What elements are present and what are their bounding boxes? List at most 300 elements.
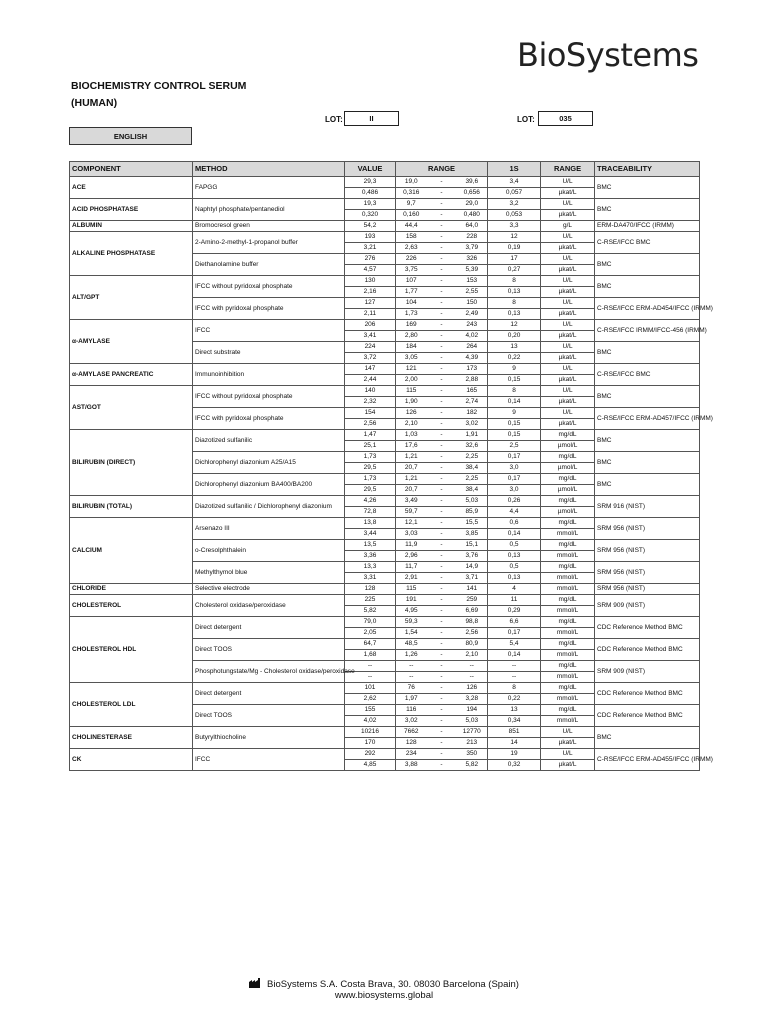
value-cell: 130 [345, 276, 396, 287]
value-cell: 0,486 [345, 188, 396, 199]
sd-cell: 2,5 [488, 441, 541, 452]
sd-cell: 0,32 [488, 760, 541, 771]
traceability-cell: BMC [595, 199, 700, 221]
value-cell: 1,73 [345, 474, 396, 485]
sd-cell: 5,4 [488, 639, 541, 650]
range-high-cell: 350 [457, 749, 488, 760]
sd-cell: -- [488, 672, 541, 683]
traceability-cell: C-RSE/IFCC ERM-AD455/IFCC (IRMM) [595, 749, 700, 771]
value-cell: 19,3 [345, 199, 396, 210]
unit-cell: µkat/L [541, 210, 595, 221]
method-name: o-Cresolphthalein [193, 540, 345, 562]
range-separator: - [427, 529, 457, 540]
traceability-cell: C-RSE/IFCC IRMM/IFCC-456 (IRMM) [595, 320, 700, 342]
sd-cell: 12 [488, 232, 541, 243]
value-cell: 2,62 [345, 694, 396, 705]
traceability-cell: SRM 956 (NIST) [595, 540, 700, 562]
component-name: ALKALINE PHOSPHATASE [70, 232, 193, 276]
range-separator: - [427, 364, 457, 375]
range-separator: - [427, 639, 457, 650]
range-high-cell: 2,88 [457, 375, 488, 386]
value-cell: 4,02 [345, 716, 396, 727]
value-cell: 3,44 [345, 529, 396, 540]
range-high-cell: 4,02 [457, 331, 488, 342]
value-cell: 3,31 [345, 573, 396, 584]
sd-cell: 0,13 [488, 287, 541, 298]
sd-cell: 0,17 [488, 452, 541, 463]
unit-cell: mg/dL [541, 617, 595, 628]
range-low-cell: 0,316 [396, 188, 427, 199]
range-low-cell: 3,75 [396, 265, 427, 276]
range-low-cell: 11,7 [396, 562, 427, 573]
range-high-cell: 38,4 [457, 485, 488, 496]
range-low-cell: 1,54 [396, 628, 427, 639]
range-low-cell: -- [396, 661, 427, 672]
range-low-cell: 1,21 [396, 474, 427, 485]
lot-value-2: 035 [538, 111, 593, 126]
component-name: CALCIUM [70, 518, 193, 584]
range-high-cell: 3,76 [457, 551, 488, 562]
range-separator: - [427, 628, 457, 639]
unit-cell: µkat/L [541, 331, 595, 342]
value-cell: 4,85 [345, 760, 396, 771]
range-separator: - [427, 672, 457, 683]
value-cell: 2,16 [345, 287, 396, 298]
footer-address-text: BioSystems S.A. Costa Brava, 30. 08030 Barcelona (Spain) [267, 979, 519, 991]
range-high-cell: 2,25 [457, 452, 488, 463]
range-separator: - [427, 298, 457, 309]
range-high-cell: 3,71 [457, 573, 488, 584]
traceability-cell: SRM 909 (NIST) [595, 661, 700, 683]
unit-cell: U/L [541, 254, 595, 265]
range-separator: - [427, 243, 457, 254]
range-separator: - [427, 606, 457, 617]
value-cell: 4,26 [345, 496, 396, 507]
range-high-cell: 85,9 [457, 507, 488, 518]
unit-cell: mmol/L [541, 584, 595, 595]
range-low-cell: 59,3 [396, 617, 427, 628]
range-high-cell: 38,4 [457, 463, 488, 474]
unit-cell: mmol/L [541, 716, 595, 727]
range-separator: - [427, 573, 457, 584]
value-cell: 276 [345, 254, 396, 265]
unit-cell: µkat/L [541, 760, 595, 771]
range-low-cell: 1,73 [396, 309, 427, 320]
range-high-cell: 39,6 [457, 177, 488, 188]
range-separator: - [427, 232, 457, 243]
traceability-cell: C-RSE/IFCC ERM-AD457/IFCC (IRMM) [595, 408, 700, 430]
sd-cell: 11 [488, 595, 541, 606]
range-separator: - [427, 705, 457, 716]
range-low-cell: 128 [396, 738, 427, 749]
component-name: ACID PHOSPHATASE [70, 199, 193, 221]
unit-cell: mg/dL [541, 452, 595, 463]
unit-cell: U/L [541, 386, 595, 397]
range-low-cell: 104 [396, 298, 427, 309]
traceability-cell: C-RSE/IFCC BMC [595, 364, 700, 386]
range-high-cell: 259 [457, 595, 488, 606]
range-separator: - [427, 650, 457, 661]
control-values-table [69, 161, 713, 771]
document-subtitle: (HUMAN) [71, 97, 118, 109]
range-separator: - [427, 441, 457, 452]
range-separator: - [427, 485, 457, 496]
table-row [70, 683, 700, 694]
sd-cell: 17 [488, 254, 541, 265]
range-separator: - [427, 397, 457, 408]
sd-cell: 0,17 [488, 474, 541, 485]
range-low-cell: 7662 [396, 727, 427, 738]
range-low-cell: 1,26 [396, 650, 427, 661]
range-low-cell: 3,03 [396, 529, 427, 540]
range-low-cell: 1,97 [396, 694, 427, 705]
footer-website: www.biosystems.global [334, 990, 434, 1001]
range-separator: - [427, 661, 457, 672]
range-low-cell: 169 [396, 320, 427, 331]
range-high-cell: 2,56 [457, 628, 488, 639]
sd-cell: 0,22 [488, 353, 541, 364]
range-separator: - [427, 430, 457, 441]
table-header [70, 162, 700, 177]
range-separator: - [427, 210, 457, 221]
value-cell: 3,21 [345, 243, 396, 254]
component-name: ALT/GPT [70, 276, 193, 320]
range-high-cell: 3,28 [457, 694, 488, 705]
sd-cell: 0,15 [488, 375, 541, 386]
range-low-cell: 121 [396, 364, 427, 375]
sd-cell: 4,4 [488, 507, 541, 518]
traceability-cell: BMC [595, 177, 700, 199]
table-row [70, 199, 700, 210]
value-cell: 29,5 [345, 485, 396, 496]
method-name: Direct substrate [193, 342, 345, 364]
range-low-cell: 191 [396, 595, 427, 606]
range-low-cell: 11,9 [396, 540, 427, 551]
range-separator: - [427, 353, 457, 364]
range-separator: - [427, 265, 457, 276]
method-name: IFCC without pyridoxal phosphate [193, 276, 345, 298]
sd-cell: 0,6 [488, 518, 541, 529]
range-separator: - [427, 617, 457, 628]
unit-cell: µkat/L [541, 265, 595, 276]
method-name: FAPGG [193, 177, 345, 199]
range-low-cell: 48,5 [396, 639, 427, 650]
traceability-cell: CDC Reference Method BMC [595, 617, 700, 639]
range-high-cell: 153 [457, 276, 488, 287]
method-name: Dichlorophenyl diazonium A25/A15 [193, 452, 345, 474]
unit-cell: µkat/L [541, 397, 595, 408]
value-cell: 3,72 [345, 353, 396, 364]
sd-cell: 0,13 [488, 551, 541, 562]
unit-cell: mmol/L [541, 628, 595, 639]
table-row [70, 617, 700, 628]
sd-cell: 0,057 [488, 188, 541, 199]
traceability-cell: CDC Reference Method BMC [595, 639, 700, 661]
component-name: CHOLINESTERASE [70, 727, 193, 749]
value-cell: -- [345, 672, 396, 683]
unit-cell: µkat/L [541, 188, 595, 199]
range-low-cell: 1,21 [396, 452, 427, 463]
unit-cell: U/L [541, 749, 595, 760]
range-high-cell: 213 [457, 738, 488, 749]
method-name: Phosphotungstate/Mg - Cholesterol oxidase/peroxidase [193, 661, 345, 683]
value-cell: 13,3 [345, 562, 396, 573]
unit-cell: mmol/L [541, 672, 595, 683]
sd-cell: 0,13 [488, 573, 541, 584]
range-high-cell: 173 [457, 364, 488, 375]
method-name: Cholesterol oxidase/peroxidase [193, 595, 345, 617]
range-high-cell: 15,1 [457, 540, 488, 551]
range-separator: - [427, 342, 457, 353]
lot-value-1: II [344, 111, 399, 126]
table-row [70, 221, 700, 232]
sd-cell: 4 [488, 584, 541, 595]
lot-label-1: LOT: [325, 115, 343, 124]
unit-cell: µkat/L [541, 353, 595, 364]
method-name: Direct detergent [193, 617, 345, 639]
unit-cell: g/L [541, 221, 595, 232]
unit-cell: µmol/L [541, 507, 595, 518]
range-separator: - [427, 727, 457, 738]
unit-cell: mg/dL [541, 540, 595, 551]
value-cell: 2,56 [345, 419, 396, 430]
unit-cell: mmol/L [541, 694, 595, 705]
sd-cell: -- [488, 661, 541, 672]
traceability-cell: BMC [595, 276, 700, 298]
sd-cell: 0,14 [488, 650, 541, 661]
sd-cell: 0,26 [488, 496, 541, 507]
table-row [70, 177, 700, 188]
value-cell: 127 [345, 298, 396, 309]
lot-label-2: LOT: [517, 115, 535, 124]
unit-cell: mg/dL [541, 661, 595, 672]
range-separator: - [427, 496, 457, 507]
range-low-cell: 2,00 [396, 375, 427, 386]
sd-cell: 3,3 [488, 221, 541, 232]
range-separator: - [427, 584, 457, 595]
unit-cell: U/L [541, 177, 595, 188]
unit-cell: mg/dL [541, 705, 595, 716]
unit-cell: mg/dL [541, 430, 595, 441]
table-row [70, 364, 700, 375]
range-high-cell: 141 [457, 584, 488, 595]
sd-cell: 0,15 [488, 419, 541, 430]
range-low-cell: 116 [396, 705, 427, 716]
unit-cell: µkat/L [541, 243, 595, 254]
unit-cell: mmol/L [541, 606, 595, 617]
component-name: BILIRUBIN (TOTAL) [70, 496, 193, 518]
header-range: RANGE [396, 162, 488, 177]
sd-cell: 0,17 [488, 628, 541, 639]
range-low-cell: 2,96 [396, 551, 427, 562]
method-name: 2-Amino-2-methyl-1-propanol buffer [193, 232, 345, 254]
document-title: BIOCHEMISTRY CONTROL SERUM [71, 80, 247, 92]
sd-cell: 0,14 [488, 529, 541, 540]
value-cell: 13,5 [345, 540, 396, 551]
range-high-cell: 6,69 [457, 606, 488, 617]
range-separator: - [427, 749, 457, 760]
traceability-cell: BMC [595, 386, 700, 408]
range-low-cell: 1,03 [396, 430, 427, 441]
range-low-cell: 3,02 [396, 716, 427, 727]
value-cell: 1,73 [345, 452, 396, 463]
sd-cell: 0,5 [488, 562, 541, 573]
traceability-cell: SRM 956 (NIST) [595, 562, 700, 584]
range-separator: - [427, 221, 457, 232]
range-high-cell: 2,49 [457, 309, 488, 320]
range-low-cell: 115 [396, 386, 427, 397]
header-traceability: TRACEABILITY [595, 162, 700, 177]
value-cell: 54,2 [345, 221, 396, 232]
table-row [70, 518, 700, 529]
range-high-cell: 2,10 [457, 650, 488, 661]
sd-cell: 0,19 [488, 243, 541, 254]
component-name: CHOLESTEROL HDL [70, 617, 193, 683]
value-cell: 154 [345, 408, 396, 419]
sd-cell: 19 [488, 749, 541, 760]
value-cell: 170 [345, 738, 396, 749]
method-name: Dichlorophenyl diazonium BA400/BA200 [193, 474, 345, 496]
range-separator: - [427, 463, 457, 474]
range-separator: - [427, 199, 457, 210]
range-low-cell: 2,91 [396, 573, 427, 584]
method-name: IFCC without pyridoxal phosphate [193, 386, 345, 408]
traceability-cell: SRM 916 (NIST) [595, 496, 700, 518]
range-high-cell: -- [457, 672, 488, 683]
sd-cell: 851 [488, 727, 541, 738]
method-name: Butyrylthiocholine [193, 727, 345, 749]
table-row [70, 430, 700, 441]
range-high-cell: -- [457, 661, 488, 672]
sd-cell: 13 [488, 342, 541, 353]
method-name: IFCC with pyridoxal phosphate [193, 408, 345, 430]
value-cell: 147 [345, 364, 396, 375]
sd-cell: 14 [488, 738, 541, 749]
value-cell: 29,3 [345, 177, 396, 188]
range-high-cell: 3,85 [457, 529, 488, 540]
value-cell: 140 [345, 386, 396, 397]
unit-cell: U/L [541, 342, 595, 353]
range-low-cell: 0,160 [396, 210, 427, 221]
unit-cell: µkat/L [541, 375, 595, 386]
range-low-cell: 12,1 [396, 518, 427, 529]
range-separator: - [427, 551, 457, 562]
unit-cell: U/L [541, 408, 595, 419]
traceability-cell: BMC [595, 727, 700, 749]
traceability-cell: SRM 909 (NIST) [595, 595, 700, 617]
unit-cell: µmol/L [541, 485, 595, 496]
range-separator: - [427, 452, 457, 463]
range-separator: - [427, 320, 457, 331]
value-cell: 79,0 [345, 617, 396, 628]
range-high-cell: 15,5 [457, 518, 488, 529]
range-low-cell: 4,95 [396, 606, 427, 617]
value-cell: 64,7 [345, 639, 396, 650]
sd-cell: 0,34 [488, 716, 541, 727]
traceability-cell: ERM-DA470/IFCC (IRMM) [595, 221, 700, 232]
range-high-cell: 98,8 [457, 617, 488, 628]
sd-cell: 3,2 [488, 199, 541, 210]
range-low-cell: 20,7 [396, 485, 427, 496]
range-high-cell: 326 [457, 254, 488, 265]
sd-cell: 0,13 [488, 309, 541, 320]
component-name: BILIRUBIN (DIRECT) [70, 430, 193, 496]
sd-cell: 0,5 [488, 540, 541, 551]
range-high-cell: 194 [457, 705, 488, 716]
method-name: Direct detergent [193, 683, 345, 705]
table-row [70, 584, 700, 595]
unit-cell: µkat/L [541, 309, 595, 320]
unit-cell: U/L [541, 199, 595, 210]
range-high-cell: 2,25 [457, 474, 488, 485]
range-low-cell: 107 [396, 276, 427, 287]
unit-cell: µkat/L [541, 419, 595, 430]
range-separator: - [427, 287, 457, 298]
value-cell: 1,68 [345, 650, 396, 661]
table-row [70, 232, 700, 243]
table-row [70, 595, 700, 606]
range-high-cell: 243 [457, 320, 488, 331]
sd-cell: 8 [488, 683, 541, 694]
unit-cell: mmol/L [541, 529, 595, 540]
sd-cell: 8 [488, 276, 541, 287]
value-cell: 25,1 [345, 441, 396, 452]
header-value: VALUE [345, 162, 396, 177]
range-high-cell: 80,9 [457, 639, 488, 650]
header-1s: 1S [488, 162, 541, 177]
sd-cell: 0,14 [488, 397, 541, 408]
range-high-cell: 0,656 [457, 188, 488, 199]
value-cell: 2,44 [345, 375, 396, 386]
sd-cell: 0,053 [488, 210, 541, 221]
unit-cell: mmol/L [541, 551, 595, 562]
sd-cell: 0,27 [488, 265, 541, 276]
value-cell: -- [345, 661, 396, 672]
brand-logo: BioSystems [517, 36, 699, 74]
range-low-cell: 17,6 [396, 441, 427, 452]
sd-cell: 8 [488, 298, 541, 309]
range-high-cell: 228 [457, 232, 488, 243]
sd-cell: 8 [488, 386, 541, 397]
range-separator: - [427, 474, 457, 485]
unit-cell: mmol/L [541, 650, 595, 661]
range-separator: - [427, 276, 457, 287]
unit-cell: µkat/L [541, 738, 595, 749]
range-separator: - [427, 188, 457, 199]
range-high-cell: 5,82 [457, 760, 488, 771]
method-name: IFCC [193, 749, 345, 771]
range-low-cell: -- [396, 672, 427, 683]
value-cell: 0,320 [345, 210, 396, 221]
range-high-cell: 5,39 [457, 265, 488, 276]
traceability-cell: BMC [595, 254, 700, 276]
range-low-cell: 226 [396, 254, 427, 265]
traceability-cell: CDC Reference Method BMC [595, 683, 700, 705]
method-name: Bromocresol green [193, 221, 345, 232]
method-name: Methylthymol blue [193, 562, 345, 584]
sd-cell: 9 [488, 408, 541, 419]
range-separator: - [427, 562, 457, 573]
value-cell: 13,8 [345, 518, 396, 529]
unit-cell: mg/dL [541, 639, 595, 650]
unit-cell: U/L [541, 276, 595, 287]
value-cell: 29,5 [345, 463, 396, 474]
sd-cell: 3,0 [488, 463, 541, 474]
unit-cell: mg/dL [541, 562, 595, 573]
range-separator: - [427, 177, 457, 188]
method-name: IFCC [193, 320, 345, 342]
value-cell: 101 [345, 683, 396, 694]
